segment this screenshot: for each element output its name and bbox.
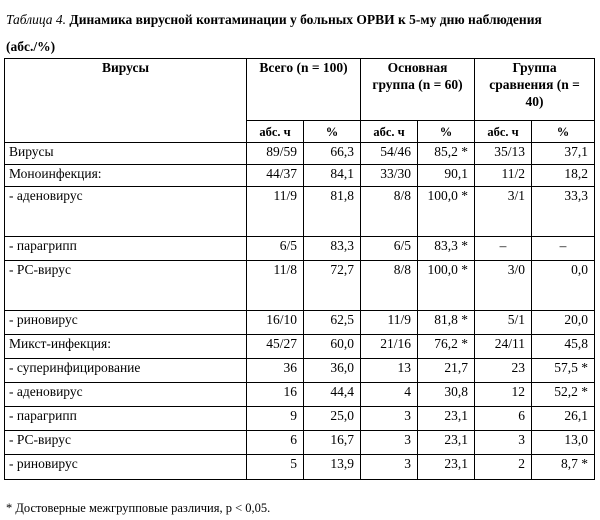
cell-main-abs: 3 [361, 455, 418, 480]
cell-total-abs: 11/8 [247, 261, 304, 311]
cell-comparison-pct: – [532, 237, 595, 261]
table-row [5, 261, 595, 311]
cell-main-pct: 83,3 * [418, 237, 475, 261]
cell-main-pct: 23,1 [418, 431, 475, 455]
cell-total-pct: 84,1 [304, 165, 361, 187]
cell-main-pct: 23,1 [418, 407, 475, 431]
cell-main-abs: 21/16 [361, 335, 418, 359]
cell-total-abs: 45/27 [247, 335, 304, 359]
cell-virus-name: - РС-вирус [5, 261, 247, 311]
cell-comparison-abs: 3 [475, 431, 532, 455]
cell-total-pct: 72,7 [304, 261, 361, 311]
cell-total-abs: 6 [247, 431, 304, 455]
cell-virus-name: Вирусы [5, 143, 247, 165]
subheader-total-pct: % [304, 121, 361, 143]
cell-main-pct: 90,1 [418, 165, 475, 187]
cell-total-abs: 9 [247, 407, 304, 431]
cell-virus-name: - аденовирус [5, 383, 247, 407]
table-header-row [5, 59, 595, 121]
cell-main-abs: 13 [361, 359, 418, 383]
cell-main-abs: 8/8 [361, 187, 418, 237]
cell-main-pct: 100,0 * [418, 187, 475, 237]
cell-comparison-pct: 8,7 * [532, 455, 595, 480]
cell-virus-name: - суперинфицирование [5, 359, 247, 383]
cell-comparison-abs: 35/13 [475, 143, 532, 165]
cell-comparison-pct: 18,2 [532, 165, 595, 187]
cell-main-abs: 54/46 [361, 143, 418, 165]
cell-virus-name: - РС-вирус [5, 431, 247, 455]
table-caption-label: Таблица 4. [6, 12, 67, 27]
table-caption [6, 6, 591, 60]
subheader-main-pct: % [418, 121, 475, 143]
cell-main-abs: 8/8 [361, 261, 418, 311]
cell-total-pct: 25,0 [304, 407, 361, 431]
cell-virus-name: Микст-инфекция: [5, 335, 247, 359]
cell-virus-name: - аденовирус [5, 187, 247, 237]
cell-virus-name: - риновирус [5, 455, 247, 480]
header-main-group: Основная группа (n = 60) [361, 59, 475, 121]
cell-total-pct: 81,8 [304, 187, 361, 237]
cell-main-abs: 6/5 [361, 237, 418, 261]
subheader-comparison-pct: % [532, 121, 595, 143]
table-row [5, 143, 595, 165]
header-total: Всего (n = 100) [247, 59, 361, 121]
cell-main-pct: 85,2 * [418, 143, 475, 165]
cell-main-abs: 33/30 [361, 165, 418, 187]
table-row [5, 311, 595, 335]
cell-total-pct: 16,7 [304, 431, 361, 455]
cell-total-abs: 44/37 [247, 165, 304, 187]
cell-virus-name: - парагрипп [5, 237, 247, 261]
table-row [5, 455, 595, 480]
cell-comparison-abs: 6 [475, 407, 532, 431]
cell-total-pct: 36,0 [304, 359, 361, 383]
cell-total-pct: 13,9 [304, 455, 361, 480]
cell-main-pct: 76,2 * [418, 335, 475, 359]
table-row [5, 187, 595, 237]
cell-main-abs: 3 [361, 407, 418, 431]
cell-total-pct: 62,5 [304, 311, 361, 335]
table-row [5, 359, 595, 383]
cell-comparison-pct: 52,2 * [532, 383, 595, 407]
cell-total-abs: 5 [247, 455, 304, 480]
cell-total-pct: 66,3 [304, 143, 361, 165]
cell-comparison-pct: 13,0 [532, 431, 595, 455]
table-row [5, 431, 595, 455]
virus-table [4, 58, 595, 480]
cell-comparison-abs: – [475, 237, 532, 261]
header-viruses: Вирусы [5, 59, 247, 143]
cell-total-abs: 16 [247, 383, 304, 407]
cell-main-abs: 4 [361, 383, 418, 407]
cell-total-pct: 83,3 [304, 237, 361, 261]
cell-comparison-abs: 2 [475, 455, 532, 480]
cell-total-abs: 36 [247, 359, 304, 383]
cell-comparison-abs: 12 [475, 383, 532, 407]
cell-comparison-abs: 3/1 [475, 187, 532, 237]
table-row [5, 165, 595, 187]
cell-main-pct: 81,8 * [418, 311, 475, 335]
cell-main-pct: 23,1 [418, 455, 475, 480]
cell-main-pct: 21,7 [418, 359, 475, 383]
table-row [5, 335, 595, 359]
cell-main-pct: 30,8 [418, 383, 475, 407]
cell-comparison-pct: 45,8 [532, 335, 595, 359]
cell-comparison-abs: 23 [475, 359, 532, 383]
cell-total-abs: 89/59 [247, 143, 304, 165]
cell-total-pct: 44,4 [304, 383, 361, 407]
cell-total-abs: 6/5 [247, 237, 304, 261]
cell-comparison-abs: 3/0 [475, 261, 532, 311]
cell-comparison-pct: 20,0 [532, 311, 595, 335]
cell-comparison-pct: 37,1 [532, 143, 595, 165]
header-comparison-group: Группа сравнения (n = 40) [475, 59, 595, 121]
cell-comparison-abs: 24/11 [475, 335, 532, 359]
table-footnote: * Достоверные межгрупповые различия, р < 0,05. [6, 501, 271, 515]
cell-total-abs: 11/9 [247, 187, 304, 237]
cell-virus-name: - парагрипп [5, 407, 247, 431]
cell-comparison-pct: 33,3 [532, 187, 595, 237]
table-caption-text: Динамика вирусной контаминации у больных ОРВИ к 5-му дню наблюдения (абс./%) [6, 12, 542, 54]
cell-main-abs: 11/9 [361, 311, 418, 335]
cell-comparison-abs: 5/1 [475, 311, 532, 335]
cell-comparison-pct: 26,1 [532, 407, 595, 431]
cell-total-pct: 60,0 [304, 335, 361, 359]
table-row [5, 383, 595, 407]
cell-total-abs: 16/10 [247, 311, 304, 335]
cell-comparison-pct: 57,5 * [532, 359, 595, 383]
cell-main-abs: 3 [361, 431, 418, 455]
cell-comparison-pct: 0,0 [532, 261, 595, 311]
cell-virus-name: - риновирус [5, 311, 247, 335]
subheader-total-abs: абс. ч [247, 121, 304, 143]
table-row [5, 237, 595, 261]
cell-comparison-abs: 11/2 [475, 165, 532, 187]
subheader-comparison-abs: абс. ч [475, 121, 532, 143]
cell-main-pct: 100,0 * [418, 261, 475, 311]
table-row [5, 407, 595, 431]
subheader-main-abs: абс. ч [361, 121, 418, 143]
cell-virus-name: Моноинфекция: [5, 165, 247, 187]
